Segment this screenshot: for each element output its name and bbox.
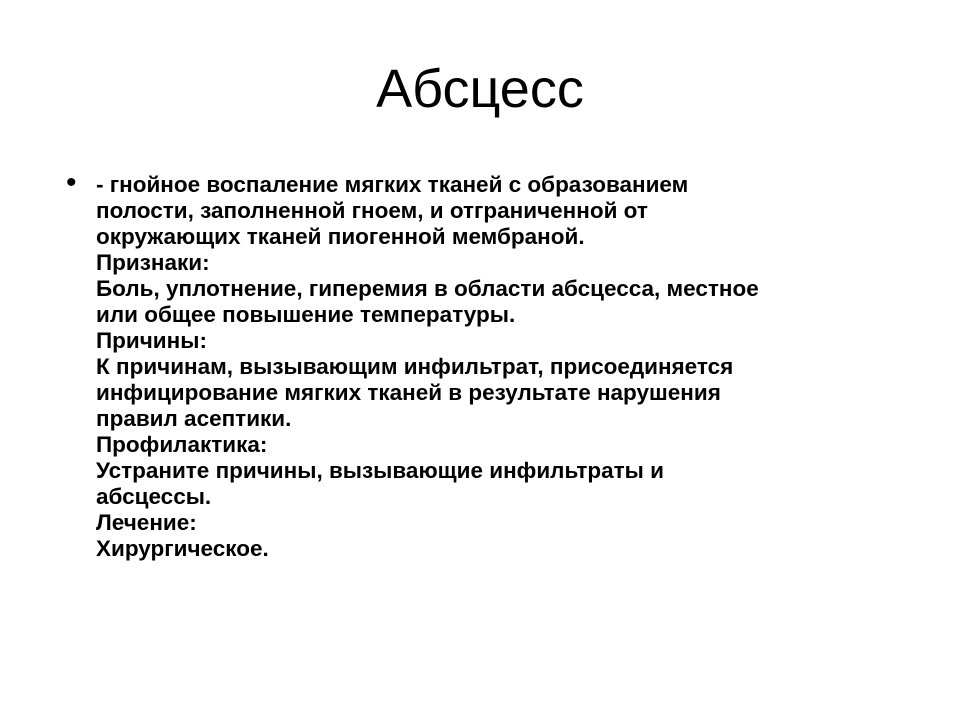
text-line: или общее повышение температуры. [96, 302, 516, 327]
bullet-icon: • [66, 166, 77, 199]
text-line: правил асептики. [96, 406, 292, 431]
section-heading-prevention: Профилактика: [96, 432, 268, 457]
text-line: К причинам, вызывающим инфильтрат, присоединяется [96, 354, 734, 379]
text-line: Хирургическое. [96, 536, 269, 561]
text-line: абсцессы. [96, 484, 212, 509]
text-line: Боль, уплотнение, гиперемия в области абсцесса, местное [96, 276, 759, 301]
bullet-text [96, 172, 906, 562]
text-line: полости, заполненной гноем, и отграниченной от [96, 198, 648, 223]
slide-title: Абсцесс [376, 59, 584, 119]
section-heading-causes: Причины: [96, 328, 207, 353]
section-heading-treatment: Лечение: [96, 510, 197, 535]
text-line: - гнойное воспаление мягких тканей с образованием [96, 172, 689, 197]
text-line: инфицирование мягких тканей в результате нарушения [96, 380, 721, 405]
text-line: окружающих тканей пиогенной мембраной. [96, 224, 585, 249]
text-line: Устраните причины, вызывающие инфильтраты и [96, 458, 664, 483]
section-heading-signs: Признаки: [96, 250, 210, 275]
